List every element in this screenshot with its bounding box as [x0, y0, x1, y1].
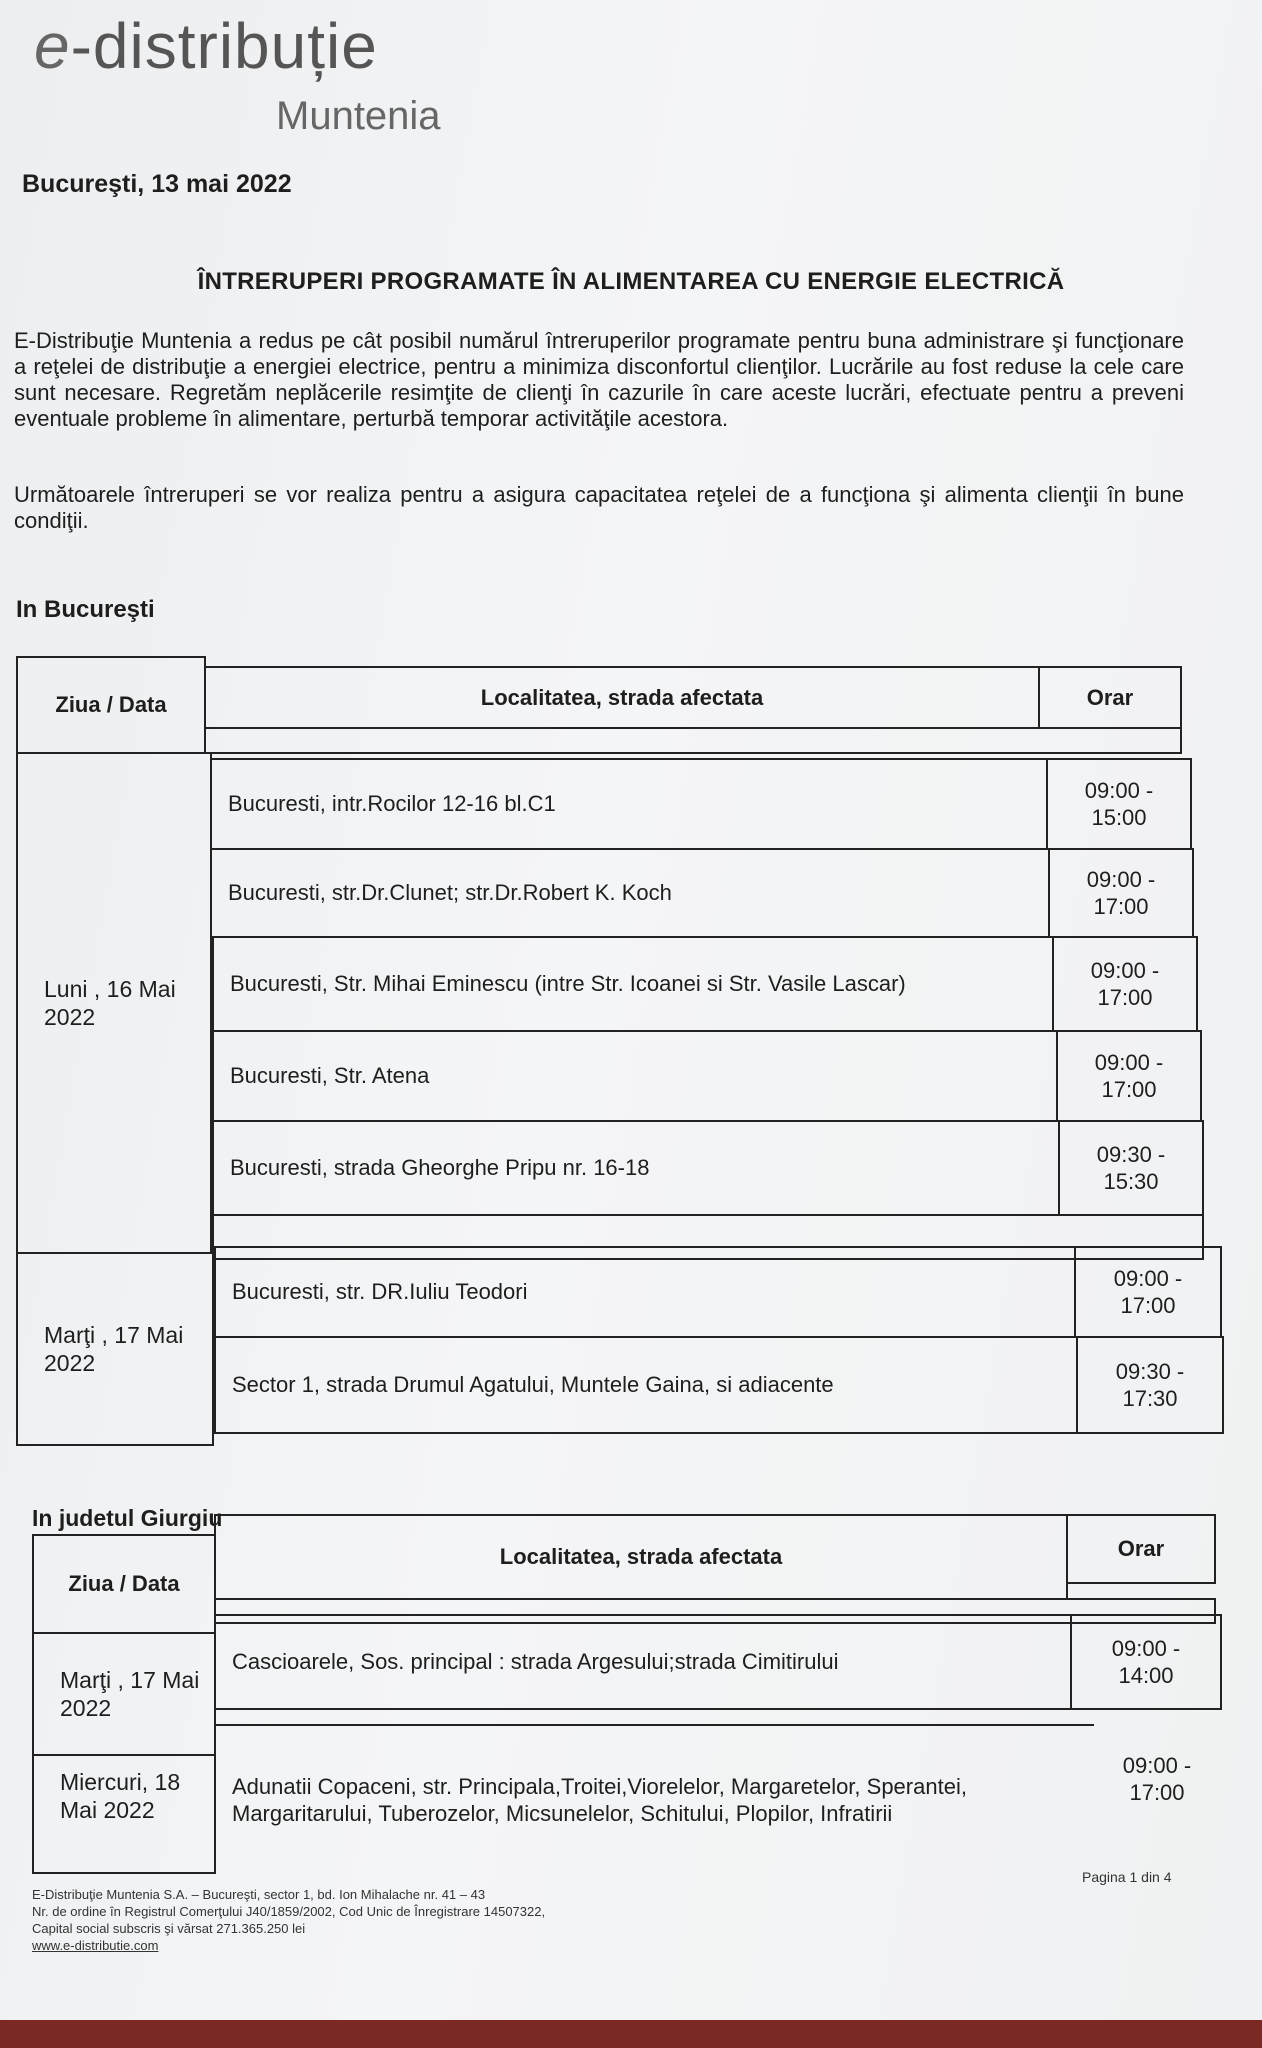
location-cell: Bucuresti, str.Dr.Clunet; str.Dr.Robert K. Koch [210, 848, 1050, 938]
col-header-location: Localitatea, strada afectata [214, 1514, 1068, 1600]
outage-table-bucuresti [16, 656, 1206, 1446]
day-cell: Marţi , 17 Mai 2022 [32, 1632, 216, 1756]
time-cell: 09:00 - 15:00 [1046, 758, 1192, 850]
footer-address: E-Distribuţie Muntenia S.A. – Bucureşti, sector 1, bd. Ion Mihalache nr. 41 – 43 [32, 1887, 486, 1902]
day-cell: Marţi , 17 Mai 2022 [16, 1252, 214, 1446]
intro-paragraph: E-Distribuţie Muntenia a redus pe cât posibil numărul întreruperilor programate pentru buna administrare şi funcţionare a reţelei de distribuţie a energiei electrice, pentru a minimiza disconfortul clienţilor. Lucrările au fost reduse la cele care sunt necesare. Regretăm neplăcerile resimţite de clienţi în cazurile în care aceste lucrări, efectuate pentru a preveni eventuale probleme în alimentare, perturbă temporar activităţile acestora. [14, 328, 1184, 431]
col-header-day: Ziua / Data [32, 1534, 216, 1634]
time-cell: 09:00 - 17:00 [1056, 1030, 1202, 1122]
location-cell: Bucuresti, str. DR.Iuliu Teodori [214, 1246, 1076, 1338]
time-cell: 09:00 - 14:00 [1070, 1614, 1222, 1710]
col-header-time: Orar [1066, 1514, 1216, 1584]
location-cell: Bucuresti, Str. Atena [212, 1030, 1058, 1122]
location-cell: Adunatii Copaceni, str. Principala,Troitei,Viorelelor, Margaretelor, Sperantei, Margaritarului, Tuberozelor, Micsunelelor, Schitului, Plopilor, Infratirii [214, 1724, 1094, 1874]
col-header-day: Ziua / Data [16, 656, 206, 754]
section-heading-bucuresti: In Bucureşti [16, 596, 155, 623]
brand-region: Muntenia [276, 94, 441, 138]
header-spacer [204, 727, 1182, 754]
footer-website-link[interactable]: www.e-distributie.com [32, 1938, 159, 1953]
col-header-time: Orar [1038, 666, 1182, 729]
time-cell: 09:30 - 15:30 [1058, 1120, 1204, 1216]
time-cell: 09:00 - 17:00 [1052, 936, 1198, 1032]
section-heading-giurgiu: In judetul Giurgiu [32, 1505, 223, 1531]
document-title: ÎNTRERUPERI PROGRAMATE ÎN ALIMENTAREA CU ENERGIE ELECTRICĂ [197, 268, 1065, 295]
day-cell: Luni , 16 Mai 2022 [16, 752, 212, 1254]
col-header-location: Localitatea, strada afectata [204, 666, 1040, 729]
page-number: Pagina 1 din 4 [1082, 1869, 1172, 1885]
footer-capital: Capital social subscris şi vărsat 271.365.250 lei [32, 1921, 306, 1936]
location-cell: Sector 1, strada Drumul Agatului, Muntele Gaina, si adiacente [214, 1336, 1078, 1434]
day-cell: Miercuri, 18 Mai 2022 [32, 1754, 216, 1874]
purpose-paragraph: Următoarele întreruperi se vor realiza pentru a asigura capacitatea reţelei de a funcţiona şi alimenta clienţii în bune condiţii. [14, 482, 1184, 533]
location-cell: Bucuresti, intr.Rocilor 12-16 bl.C1 [210, 758, 1048, 850]
time-cell: 09:00 - 17:00 [1122, 1753, 1192, 1805]
document-date: Bucureşti, 13 mai 2022 [22, 170, 292, 198]
location-cell: Bucuresti, Str. Mihai Eminescu (intre Str. Icoanei si Str. Vasile Lascar) [212, 936, 1054, 1032]
outage-table-giurgiu [32, 1514, 1222, 1880]
time-cell: 09:30 - 17:30 [1076, 1336, 1224, 1434]
company-logo [34, 10, 441, 138]
footer-registry: Nr. de ordine în Registrul Comerţului J40/1859/2002, Cod Unic de Înregistrare 14507322, [32, 1904, 546, 1919]
time-cell: 09:00 - 17:00 [1074, 1246, 1222, 1338]
location-cell: Cascioarele, Sos. principal : strada Argesului;strada Cimitirului [214, 1614, 1072, 1710]
time-cell: 09:00 - 17:00 [1048, 848, 1194, 938]
location-cell: Bucuresti, strada Gheorghe Pripu nr. 16-18 [212, 1120, 1060, 1216]
company-footer [32, 1886, 545, 1954]
brand-name: e-distribuție [34, 10, 378, 82]
